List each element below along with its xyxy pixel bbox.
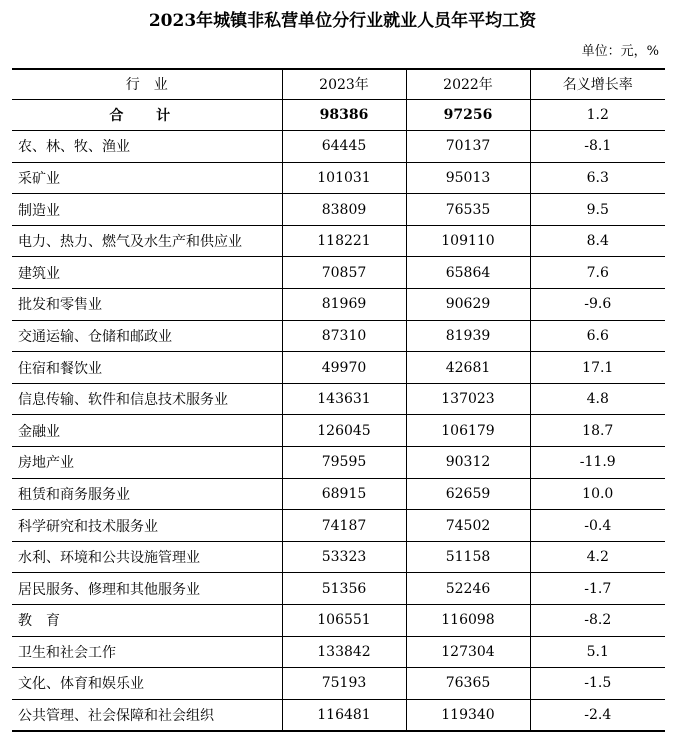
row-industry: 教 育 (12, 605, 282, 637)
row-growth: -1.7 (530, 573, 665, 605)
row-2023: 118221 (282, 225, 406, 257)
row-2022: 62659 (406, 478, 530, 510)
row-growth: 4.8 (530, 383, 665, 415)
row-industry: 房地产业 (12, 447, 282, 479)
row-2022: 52246 (406, 573, 530, 605)
wage-table (12, 68, 665, 732)
row-industry: 交通运输、仓储和邮政业 (12, 320, 282, 352)
table-row (12, 289, 665, 321)
row-2022: 127304 (406, 636, 530, 668)
row-2023: 53323 (282, 541, 406, 573)
row-2023: 49970 (282, 352, 406, 384)
row-growth: -1.5 (530, 668, 665, 700)
row-2022: 106179 (406, 415, 530, 447)
row-industry: 农、林、牧、渔业 (12, 131, 282, 163)
row-industry: 卫生和社会工作 (12, 636, 282, 668)
table-row (12, 320, 665, 352)
row-growth: -8.2 (530, 605, 665, 637)
row-industry: 建筑业 (12, 257, 282, 289)
row-growth: 17.1 (530, 352, 665, 384)
row-2022: 95013 (406, 162, 530, 194)
row-industry: 居民服务、修理和其他服务业 (12, 573, 282, 605)
table-row (12, 510, 665, 542)
row-industry: 租赁和商务服务业 (12, 478, 282, 510)
header-growth: 名义增长率 (530, 69, 665, 99)
row-2023: 87310 (282, 320, 406, 352)
table-row (12, 447, 665, 479)
table-row (12, 194, 665, 226)
row-2023: 74187 (282, 510, 406, 542)
row-industry: 批发和零售业 (12, 289, 282, 321)
row-2022: 51158 (406, 541, 530, 573)
row-industry: 住宿和餐饮业 (12, 352, 282, 384)
table-row (12, 352, 665, 384)
row-2023: 79595 (282, 447, 406, 479)
row-growth: -0.4 (530, 510, 665, 542)
table-row (12, 541, 665, 573)
table-row (12, 257, 665, 289)
table-row (12, 415, 665, 447)
row-growth: 6.6 (530, 320, 665, 352)
row-2022: 70137 (406, 131, 530, 163)
row-2022: 119340 (406, 699, 530, 731)
row-industry: 电力、热力、燃气及水生产和供应业 (12, 225, 282, 257)
row-industry: 信息传输、软件和信息技术服务业 (12, 383, 282, 415)
row-2023: 106551 (282, 605, 406, 637)
row-2023: 101031 (282, 162, 406, 194)
row-growth: 4.2 (530, 541, 665, 573)
table-row (12, 131, 665, 163)
row-2022: 65864 (406, 257, 530, 289)
row-2023: 83809 (282, 194, 406, 226)
row-2022: 109110 (406, 225, 530, 257)
row-2023: 68915 (282, 478, 406, 510)
header-2022: 2022年 (406, 69, 530, 99)
table-row (12, 668, 665, 700)
row-growth: -8.1 (530, 131, 665, 163)
row-2023: 143631 (282, 383, 406, 415)
row-growth: 9.5 (530, 194, 665, 226)
row-2023: 75193 (282, 668, 406, 700)
row-industry: 科学研究和技术服务业 (12, 510, 282, 542)
row-2022: 116098 (406, 605, 530, 637)
row-growth: -11.9 (530, 447, 665, 479)
row-industry: 制造业 (12, 194, 282, 226)
total-2022: 97256 (406, 99, 530, 131)
row-2023: 64445 (282, 131, 406, 163)
row-2023: 133842 (282, 636, 406, 668)
table-row (12, 478, 665, 510)
row-industry: 金融业 (12, 415, 282, 447)
total-growth: 1.2 (530, 99, 665, 131)
unit-note: 单位：元，% (581, 44, 659, 59)
page-title: 2023年城镇非私营单位分行业就业人员年平均工资 (148, 11, 537, 31)
row-growth: 7.6 (530, 257, 665, 289)
row-industry: 文化、体育和娱乐业 (12, 668, 282, 700)
row-growth: 6.3 (530, 162, 665, 194)
header-2023: 2023年 (282, 69, 406, 99)
table-row (12, 162, 665, 194)
row-industry: 公共管理、社会保障和社会组织 (12, 699, 282, 731)
table-row (12, 573, 665, 605)
total-2023: 98386 (282, 99, 406, 131)
row-2023: 51356 (282, 573, 406, 605)
row-2022: 74502 (406, 510, 530, 542)
row-industry: 水利、环境和公共设施管理业 (12, 541, 282, 573)
row-growth: 18.7 (530, 415, 665, 447)
row-2022: 76535 (406, 194, 530, 226)
row-growth: 10.0 (530, 478, 665, 510)
table-row (12, 636, 665, 668)
row-2022: 137023 (406, 383, 530, 415)
row-growth: -2.4 (530, 699, 665, 731)
table-header-row (12, 69, 665, 99)
row-2022: 90312 (406, 447, 530, 479)
table-row (12, 699, 665, 731)
total-label: 合 计 (12, 99, 282, 131)
row-2023: 126045 (282, 415, 406, 447)
row-2022: 90629 (406, 289, 530, 321)
table-row (12, 383, 665, 415)
row-2023: 70857 (282, 257, 406, 289)
total-row (12, 99, 665, 131)
row-growth: -9.6 (530, 289, 665, 321)
row-2022: 81939 (406, 320, 530, 352)
row-2023: 116481 (282, 699, 406, 731)
row-2023: 81969 (282, 289, 406, 321)
row-growth: 5.1 (530, 636, 665, 668)
row-growth: 8.4 (530, 225, 665, 257)
table-row (12, 605, 665, 637)
table-row (12, 225, 665, 257)
row-industry: 采矿业 (12, 162, 282, 194)
row-2022: 42681 (406, 352, 530, 384)
row-2022: 76365 (406, 668, 530, 700)
header-industry: 行 业 (12, 69, 282, 99)
